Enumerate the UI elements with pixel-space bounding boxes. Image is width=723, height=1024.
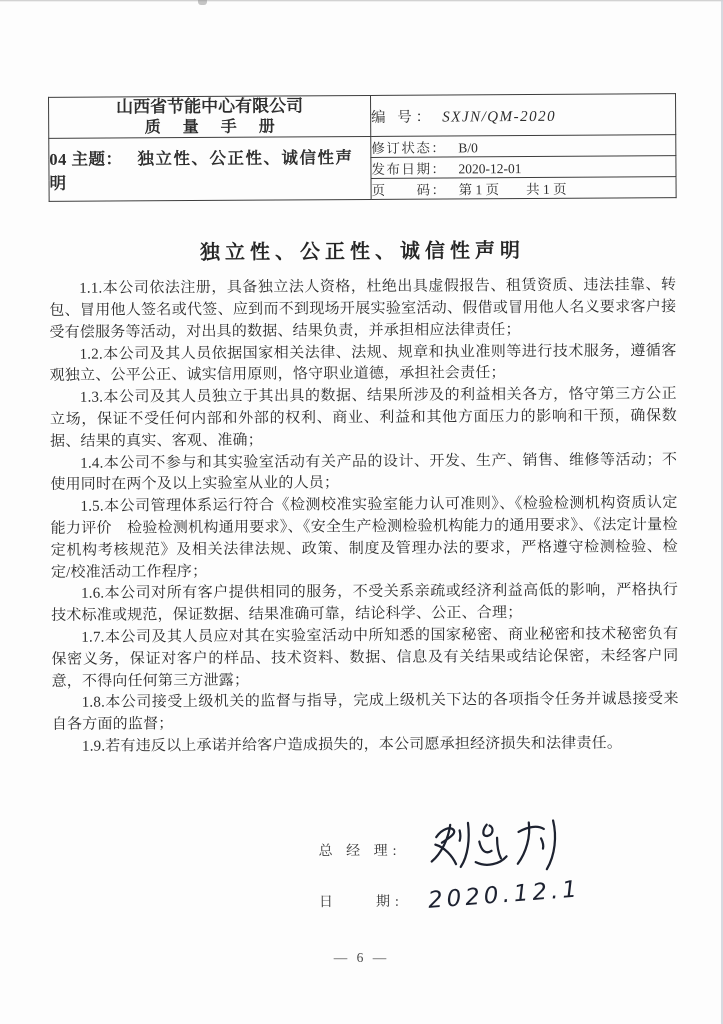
doc-number-label: 编 号： (371, 109, 435, 126)
revision-status-value: B/0 (458, 140, 478, 156)
general-manager-signature-handwriting (423, 815, 585, 874)
signature-block (52, 821, 680, 925)
date-label: 日 期: (318, 894, 404, 911)
declaration-paragraph: 1.8.本公司接受上级机关的监督与指导，完成上级机关下达的各项指令任务并诚恳接受来自各方面的监督； (51, 691, 679, 734)
declaration-paragraph: 1.4.本公司不参与和其实验室活动有关产品的设计、开发、生产、销售、维修等活动；不使用同时在两个及以上实验室从业的人员； (50, 451, 678, 494)
declaration-paragraph: 1.1.本公司依法注册，具备独立法人资格，杜绝出具虚假报告、租赁资质、违法挂靠、转包、冒用他人签名或代签、应到而不到现场开展实验室活动、假借或冒用他人名义要求客户接受有偿服务等活动，对出具的数据、结果负责，并承担相应法律责任； (49, 277, 677, 341)
document-title: 独立性、公正性、诚信性声明 (199, 240, 526, 265)
section-label: 04 主题： (49, 149, 123, 170)
declaration-paragraph: 1.3.本公司及其人员独立于其出具的数据、结果所涉及的利益相关各方，恪守第三方公正立场，保证不受任何内部和外部的权利、商业、利益和其他方面压力的影响和干预，确保数据、结果的真实、客观、准确； (49, 386, 678, 450)
general-manager-label: 总 经 理: (318, 843, 402, 860)
issue-date-cell (371, 156, 676, 179)
declaration-paragraph: 1.9.若有违反以上承诺并给客户造成损失的，本公司愿承担经济损失和法律责任。 (81, 735, 623, 755)
date-row (319, 877, 680, 923)
scan-smudge (198, 0, 207, 5)
revision-status-label: 修订状态： (371, 140, 447, 157)
handwritten-date: 2020.12.1 (427, 876, 582, 914)
header-table (48, 93, 677, 202)
page-number: — 6 — (333, 950, 390, 965)
doc-number-value: SXJN/QM-2020 (442, 108, 557, 126)
revision-status-cell (371, 135, 676, 158)
issue-date-value: 2020-12-01 (458, 161, 522, 177)
manual-title: 质 量 手 册 (144, 118, 284, 137)
document-content (48, 93, 680, 925)
declaration-paragraph: 1.7.本公司及其人员应对其在实验室活动中所知悉的国家秘密、商业秘密和技术秘密负有保密义务，保证对客户的样品、技术资料、数据、信息及有关结果或结论保密，未经客户同意，不得向任何第三方泄露； (51, 626, 679, 690)
declaration-paragraphs (49, 275, 679, 758)
declaration-paragraph: 1.2.本公司及其人员依据国家相关法律、法规、规章和执业准则等进行技术服务，遵循客观独立、公平公正、诚实信用原则，恪守职业道德，承担社会责任； (49, 342, 677, 385)
company-name: 山西省节能中心有限公司 (116, 96, 304, 117)
declaration-paragraph: 1.6.本公司对所有客户提供相同的服务，不受关系亲疏或经济利益高低的影响，严格执行技术标准或规范，保证数据、结果准确可靠，结论科学、公正、合理； (51, 582, 679, 625)
issue-date-label: 发布日期： (371, 161, 447, 178)
page-code-cell (371, 177, 676, 200)
section-topic-cell (49, 137, 371, 202)
section-title: 独立性、公正性、诚信性声明 (49, 148, 354, 194)
declaration-paragraph: 1.5.本公司管理体系运行符合《检测校准实验室能力认可准则》、《检验检测机构资质认定能力评价 检验检测机构通用要求》、《安全生产检测检验机构能力的通用要求》、《法定计量检定机构考核规范》及相关法律法规、政策、制度及管理办法的要求，严格遵守检测检验、检定/校准活动工作程序； (50, 495, 678, 581)
scan-edge-top (0, 0, 723, 2)
page-code-label: 页 码： (371, 182, 447, 199)
doc-number-cell (371, 94, 676, 137)
general-manager-row (318, 821, 679, 877)
page-code-value: 第 1 页 共 1 页 (458, 181, 567, 198)
company-header-cell (49, 95, 371, 138)
